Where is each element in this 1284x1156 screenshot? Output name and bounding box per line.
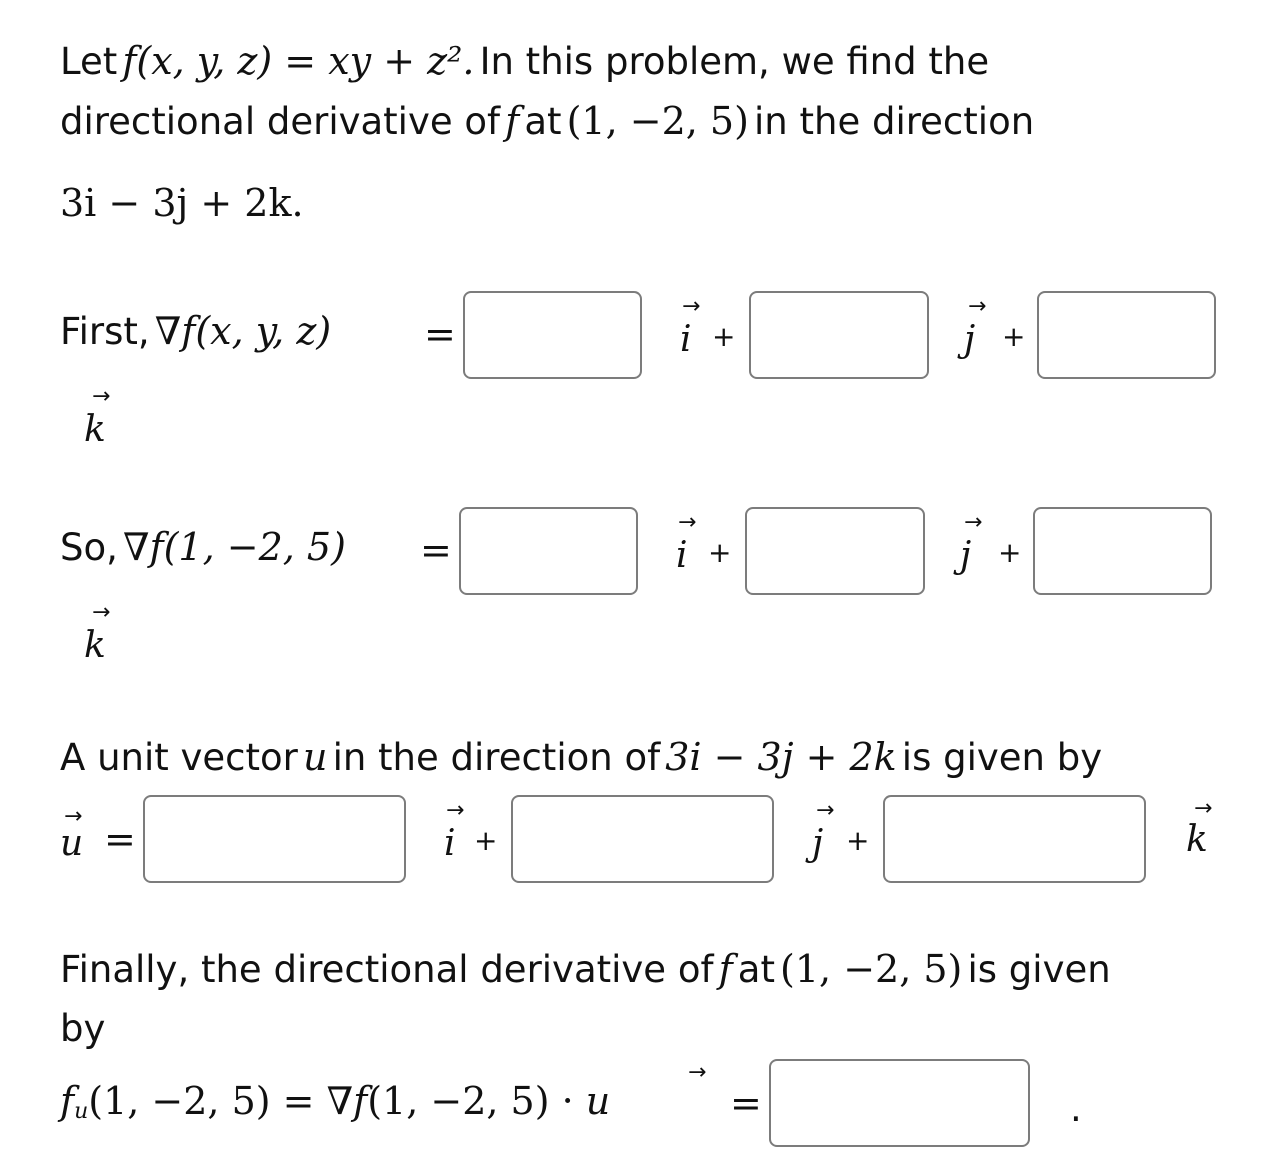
problem-statement-line2 (60, 99, 1035, 143)
gradient-at-point-label (60, 525, 346, 569)
k-hat-icon: k (1186, 819, 1208, 860)
vector-arrow-icon: → (64, 804, 83, 829)
vector-arrow-icon: → (92, 384, 111, 409)
unit-vector-text: A unit vector (60, 736, 298, 779)
unit-vector-u: u (302, 735, 328, 779)
problem-statement (60, 39, 990, 83)
plus-sign: + (998, 536, 1022, 569)
unit-vector-text: in the direction of (332, 736, 661, 779)
gradient-label-math: ∇f(x, y, z) (154, 309, 332, 353)
directional-derivative-input[interactable] (769, 1059, 1030, 1147)
intro-function-definition: f(x, y, z) = xy + z². (122, 39, 475, 83)
final-text: is given (967, 948, 1111, 991)
unit-vector-statement (60, 735, 1103, 779)
gradient-at-point-j-input[interactable] (745, 507, 925, 595)
vector-arrow-icon: → (678, 510, 697, 535)
gradient-label (60, 309, 332, 353)
gradient-at-point-k-input[interactable] (1033, 507, 1212, 595)
intro-text: at (524, 100, 562, 143)
final-period: . (1070, 1087, 1082, 1130)
plus-sign: + (1002, 320, 1026, 353)
gradient-at-point-label-text: So, (60, 526, 118, 569)
vector-arrow-icon: → (964, 510, 983, 535)
vector-arrow-icon: → (816, 798, 835, 823)
intro-text: in the direction (754, 100, 1035, 143)
unit-vector-text: is given by (901, 736, 1103, 779)
k-hat-icon: k (84, 625, 106, 666)
j-hat-icon: j (960, 535, 972, 576)
final-formula (60, 1079, 611, 1125)
gradient-label-text: First, (60, 310, 150, 353)
intro-text: In this problem, we find the (479, 40, 990, 83)
vector-arrow-icon: → (688, 1060, 707, 1085)
intro-text: directional derivative of (60, 100, 501, 143)
final-formula-f: f (60, 1079, 75, 1123)
i-hat-icon: i (676, 535, 688, 576)
unit-vector-direction: 3i − 3j + 2k (665, 735, 897, 779)
unit-vector-j-input[interactable] (511, 795, 774, 883)
plus-sign: + (712, 320, 736, 353)
final-formula-subscript: u (74, 1099, 89, 1125)
j-hat-icon: j (964, 319, 976, 360)
equals-sign: = (104, 817, 136, 861)
equals-sign: = (424, 312, 456, 356)
final-text: Finally, the directional derivative of (60, 948, 714, 991)
intro-text: Let (60, 40, 118, 83)
j-hat-icon: j (812, 823, 824, 864)
final-statement (60, 947, 1111, 991)
i-hat-icon: i (444, 823, 456, 864)
gradient-at-point-i-input[interactable] (459, 507, 638, 595)
vector-arrow-icon: → (446, 798, 465, 823)
intro-function-name: f (505, 99, 520, 143)
plus-sign: + (474, 824, 498, 857)
final-point: (1, −2, 5) (780, 947, 963, 991)
gradient-j-input[interactable] (749, 291, 929, 379)
equals-sign: = (420, 528, 452, 572)
vector-arrow-icon: → (1194, 796, 1213, 821)
final-function-name: f (718, 947, 733, 991)
final-formula-rest: (1, −2, 5) = ∇f(1, −2, 5) · u (88, 1079, 611, 1123)
u-vector-icon: u (60, 823, 84, 864)
i-hat-icon: i (680, 319, 692, 360)
vector-arrow-icon: → (968, 294, 987, 319)
unit-vector-i-input[interactable] (143, 795, 406, 883)
intro-direction-vector: 3i − 3j + 2k. (60, 181, 304, 225)
final-text: at (737, 948, 775, 991)
unit-vector-k-input[interactable] (883, 795, 1146, 883)
vector-arrow-icon: → (682, 294, 701, 319)
plus-sign: + (846, 824, 870, 857)
intro-point: (1, −2, 5) (566, 99, 749, 143)
vector-arrow-icon: → (92, 600, 111, 625)
final-text-by: by (60, 1007, 106, 1050)
gradient-k-input[interactable] (1037, 291, 1216, 379)
k-hat-icon: k (84, 409, 106, 450)
gradient-i-input[interactable] (463, 291, 642, 379)
plus-sign: + (708, 536, 732, 569)
gradient-at-point-label-math: ∇f(1, −2, 5) (122, 525, 346, 569)
equals-sign: = (730, 1081, 762, 1125)
